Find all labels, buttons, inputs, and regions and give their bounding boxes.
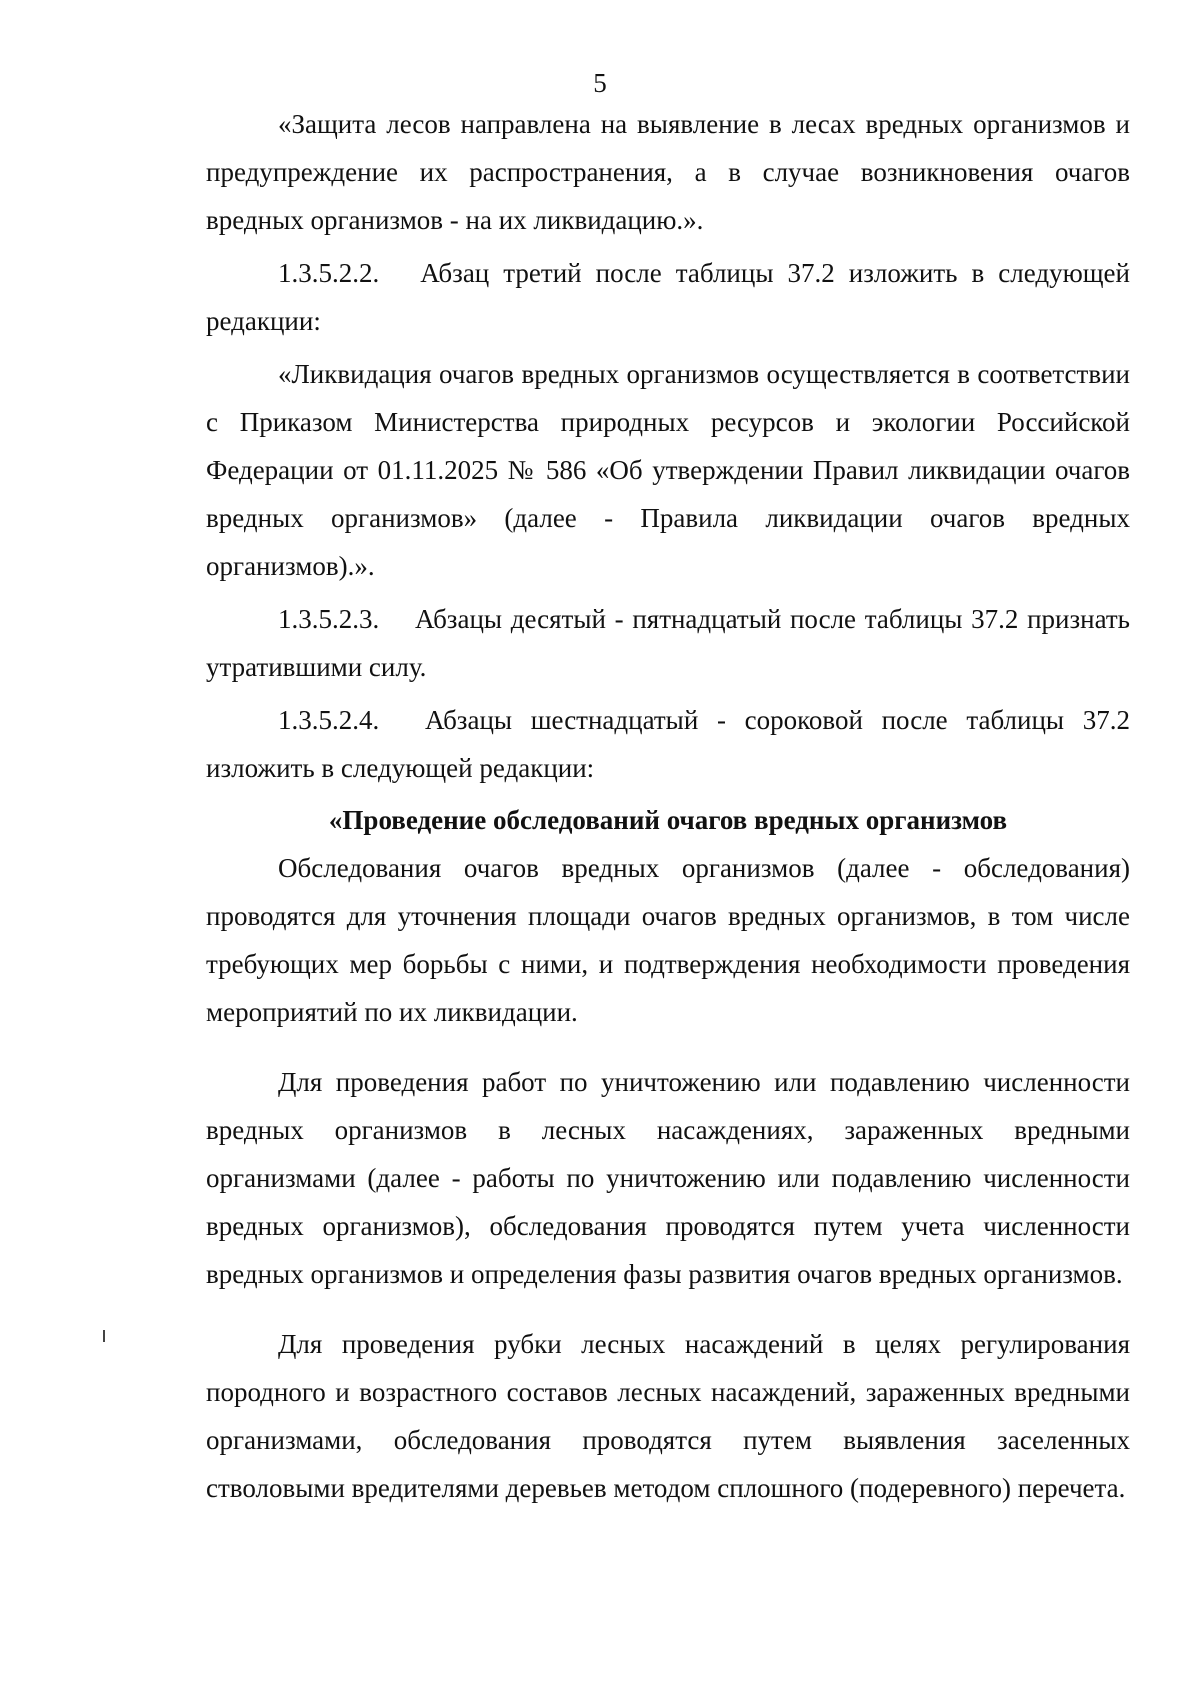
paragraph-forest-protection-quote: «Защита лесов направлена на выявление в лесах вредных организмов и предупреждение их распространения, а в случае возникновения очагов вредных организмов - на их ликвидацию.». <box>206 109 1130 235</box>
paragraph-clause-1-3-5-2-2: 1.3.5.2.2. Абзац третий после таблицы 37.2 изложить в следующей редакции: <box>206 258 1130 336</box>
section-heading: «Проведение обследований очагов вредных организмов <box>328 805 1008 835</box>
paragraph-liquidation-quote: «Ликвидация очагов вредных организмов осуществляется в соответствии с Приказом Министерства природных ресурсов и экологии Российской Федерации от 01.11.2025 № 586 «Об утверждении Правил ликвидации очагов вредных организмов» (далее - Правила ликвидации очагов вредных организмов).». <box>206 359 1130 581</box>
paragraph-surveys-purpose: Обследования очагов вредных организмов (далее - обследования) проводятся для уточнения площади очагов вредных организмов, в том числе требующих мер борьбы с ними, и подтверждения необходимости проведения мероприятий по их ликвидации. <box>206 853 1130 1027</box>
page-number: 5 <box>593 68 607 98</box>
paragraph-clause-1-3-5-2-3: 1.3.5.2.3. Абзацы десятый - пятнадцатый после таблицы 37.2 признать утратившими силу. <box>206 604 1130 682</box>
document-body <box>206 100 1130 1512</box>
scan-artifact-mark <box>103 1330 105 1342</box>
paragraph-felling-surveys: Для проведения рубки лесных насаждений в целях регулирования породного и возрастного составов лесных насаждений, зараженных вредными организмами, обследования проводятся путем выявления заселенных стволовыми вредителями деревьев методом сплошного (подеревного) перечета. <box>206 1329 1130 1503</box>
paragraph-pest-suppression-works: Для проведения работ по уничтожению или подавлению численности вредных организмов в лесных насаждениях, зараженных вредными организмами (далее - работы по уничтожению или подавлению численности вредных организмов), обследования проводятся путем учета численности вредных организмов и определения фазы развития очагов вредных организмов. <box>206 1067 1130 1289</box>
paragraph-clause-1-3-5-2-4: 1.3.5.2.4. Абзацы шестнадцатый - сороковой после таблицы 37.2 изложить в следующей редакции: <box>206 705 1130 783</box>
